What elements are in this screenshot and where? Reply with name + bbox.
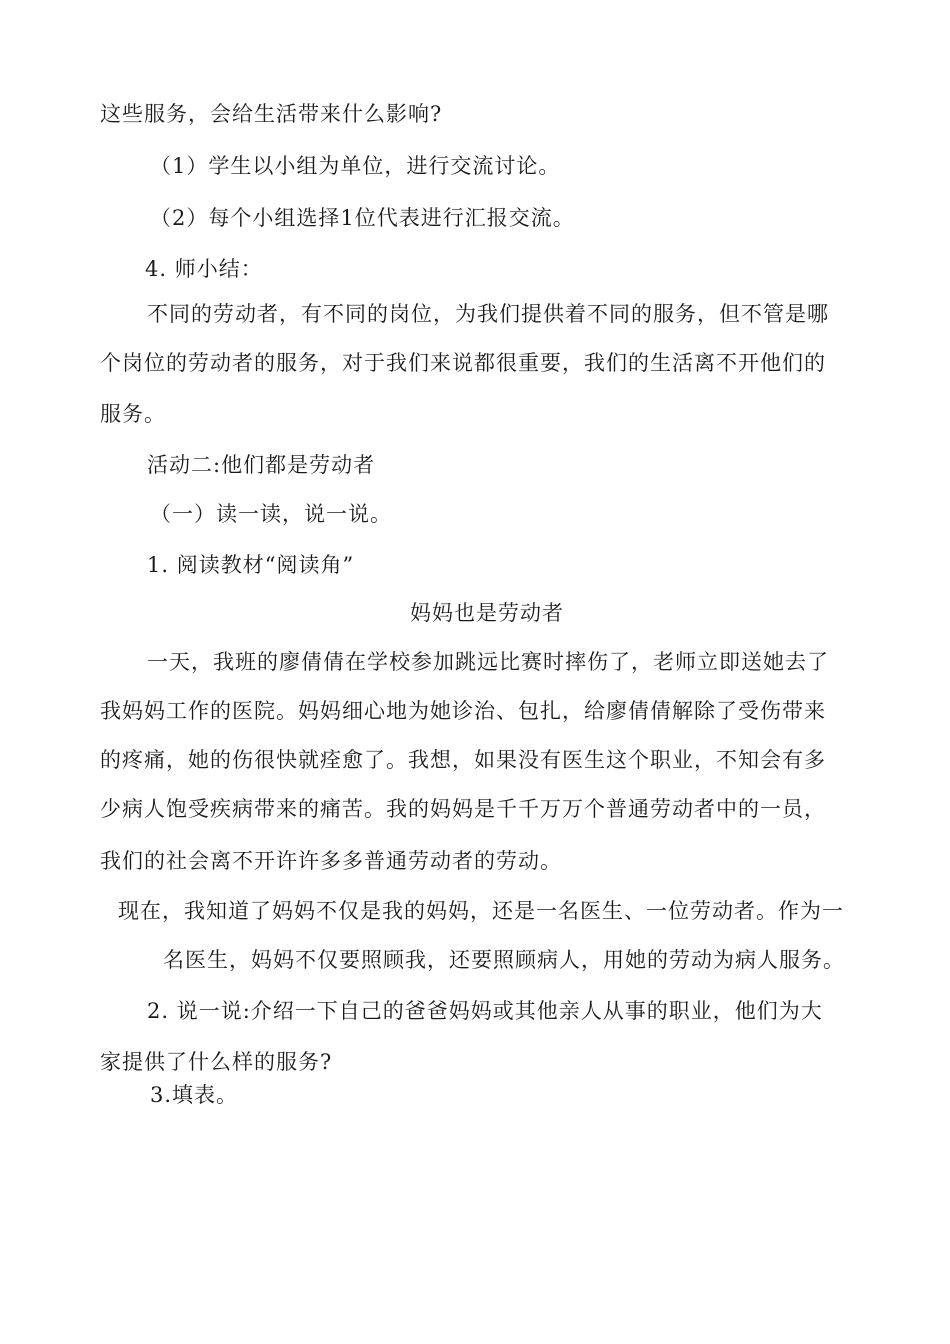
paragraph-line: 服务。 (100, 402, 166, 426)
paragraph-line: 现在，我知道了妈妈不仅是我的妈妈，还是一名医生、一位劳动者。作为一 (118, 899, 844, 923)
paragraph-line: 一天，我班的廖倩倩在学校参加跳远比赛时摔伤了，老师立即送她去了 (147, 650, 829, 674)
paragraph-line: 少病人饱受疾病带来的痛苦。我的妈妈是千千万万个普通劳动者中的一员， (100, 797, 826, 821)
paragraph-line: 的疼痛，她的伤很快就痊愈了。我想，如果没有医生这个职业，不知会有多 (100, 748, 826, 772)
paragraph-line: 1. 阅读教材“阅读角” (147, 553, 355, 577)
paragraph-line: 我妈妈工作的医院。妈妈细心地为她诊治、包扎，给廖倩倩解除了受伤带来 (100, 699, 826, 723)
section-heading: 4. 师小结： (145, 257, 263, 281)
reading-title: 妈妈也是劳动者 (410, 601, 564, 625)
paragraph-line: 这些服务，会给生活带来什么影响? (100, 102, 443, 126)
paragraph-line: 个岗位的劳动者的服务，对于我们来说都很重要，我们的生活离不开他们的 (100, 351, 826, 375)
section-heading: （一）读一读，说一说。 (150, 502, 392, 526)
paragraph-line: （2）每个小组选择1位代表进行汇报交流。 (150, 206, 575, 230)
paragraph-line: 3.填表。 (150, 1083, 239, 1107)
section-heading: 活动二:他们都是劳动者 (147, 453, 376, 477)
paragraph-line: （1）学生以小组为单位，进行交流讨论。 (150, 154, 561, 178)
paragraph-line: 名医生，妈妈不仅要照顾我，还要照顾病人，用她的劳动为病人服务。 (163, 948, 845, 972)
paragraph-line: 不同的劳动者，有不同的岗位，为我们提供着不同的服务，但不管是哪 (147, 302, 829, 326)
paragraph-line: 我们的社会离不开许许多多普通劳动者的劳动。 (100, 849, 562, 873)
paragraph-line: 2. 说一说:介绍一下自己的爸爸妈妈或其他亲人从事的职业，他们为大 (147, 999, 823, 1023)
paragraph-line: 家提供了什么样的服务? (100, 1050, 333, 1074)
